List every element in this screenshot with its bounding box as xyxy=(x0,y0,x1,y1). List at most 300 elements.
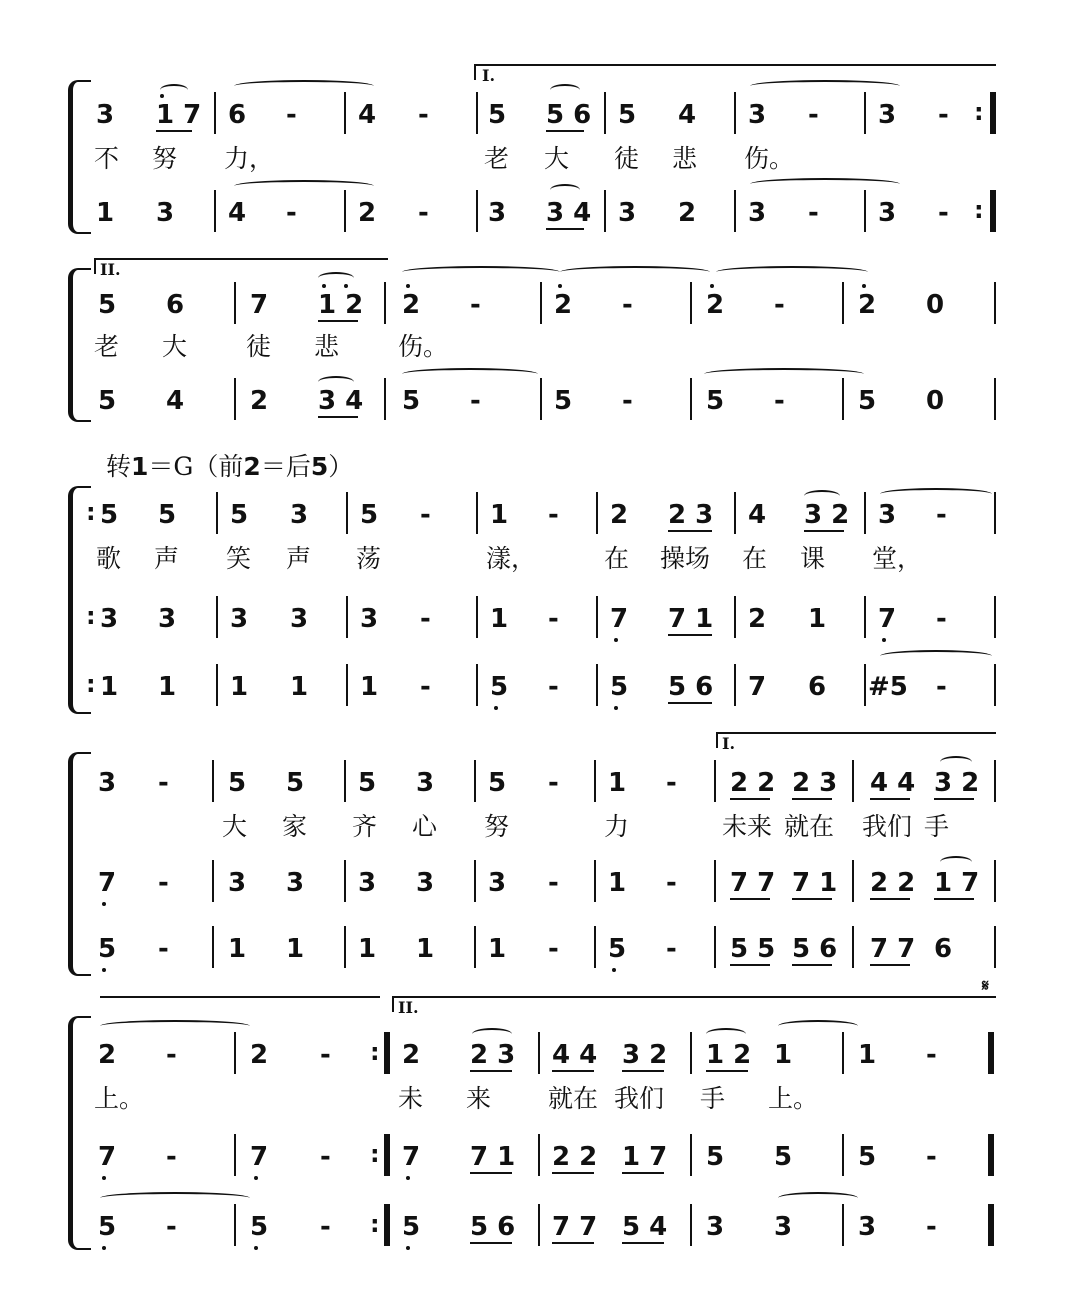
lyric: 努 xyxy=(484,812,510,841)
volta-label-2: II. xyxy=(398,998,419,1017)
lyric: 徒 xyxy=(614,144,640,173)
barline xyxy=(864,92,866,134)
note: 5 xyxy=(858,386,877,416)
note: - xyxy=(938,198,949,228)
low-octave-dot xyxy=(406,1176,410,1180)
barline xyxy=(538,1204,540,1246)
note: 1 xyxy=(230,672,249,702)
barline xyxy=(476,492,478,534)
key-change-eq: ＝G（前 xyxy=(148,452,244,481)
note: 3 xyxy=(158,604,177,634)
lyric: 漾， xyxy=(486,544,537,573)
barline xyxy=(216,492,218,534)
note: 7 xyxy=(98,1142,117,1172)
beam xyxy=(552,1172,594,1174)
barline xyxy=(594,926,596,968)
barline xyxy=(690,1134,692,1176)
slur xyxy=(318,272,354,284)
note: - xyxy=(158,868,169,898)
note: 5 6 xyxy=(546,100,592,130)
note: 3 xyxy=(774,1212,793,1242)
final-barline xyxy=(988,1134,994,1176)
barline xyxy=(690,1204,692,1246)
note: 3 xyxy=(706,1212,725,1242)
lyric: 悲 xyxy=(314,332,340,361)
tie xyxy=(234,180,374,192)
barline xyxy=(344,760,346,802)
note: - xyxy=(926,1040,937,1070)
note: 2 xyxy=(858,290,877,320)
barline xyxy=(474,860,476,902)
octave-dot xyxy=(558,284,562,288)
note: 3 xyxy=(858,1212,877,1242)
beam xyxy=(668,702,712,704)
note: 3 xyxy=(618,198,637,228)
barline xyxy=(476,596,478,638)
note: 2 xyxy=(250,386,269,416)
lyric: 就在 xyxy=(784,812,835,841)
octave-dot xyxy=(406,284,410,288)
note: 3 xyxy=(100,604,119,634)
repeat-sign: : xyxy=(86,670,96,698)
note: 1 xyxy=(358,934,377,964)
lyric: 未来 xyxy=(722,812,773,841)
barline xyxy=(842,1134,844,1176)
lyric: 老 xyxy=(484,144,510,173)
beam xyxy=(730,964,770,966)
octave-dot xyxy=(862,284,866,288)
lyric: 堂， xyxy=(872,544,923,573)
lyric: 手 xyxy=(924,812,950,841)
note: 1 xyxy=(96,198,115,228)
beam xyxy=(792,964,832,966)
note: - xyxy=(926,1212,937,1242)
repeat-sign: : xyxy=(974,98,984,126)
slur xyxy=(550,184,580,196)
barline xyxy=(864,596,866,638)
slur xyxy=(550,84,580,96)
lyric: 在 xyxy=(742,544,768,573)
note: - xyxy=(470,386,481,416)
note: 5 xyxy=(250,1212,269,1242)
note: 7 1 xyxy=(792,868,838,898)
barline xyxy=(994,860,996,902)
barline xyxy=(604,92,606,134)
note: - xyxy=(166,1040,177,1070)
barline xyxy=(476,92,478,134)
system-brace xyxy=(68,1016,91,1250)
barline xyxy=(842,1204,844,1246)
note: 4 xyxy=(358,100,377,130)
barline xyxy=(234,378,236,420)
lyric: 上。 xyxy=(94,1084,145,1113)
barline xyxy=(734,492,736,534)
note: 7 xyxy=(748,672,767,702)
note: 5 xyxy=(360,500,379,530)
note: 5 xyxy=(402,1212,421,1242)
barline xyxy=(864,664,866,706)
note: 2 2 xyxy=(870,868,916,898)
tie xyxy=(100,1192,250,1204)
beam xyxy=(470,1172,512,1174)
note: 7 7 xyxy=(870,934,916,964)
beam xyxy=(668,634,712,636)
barline xyxy=(214,190,216,232)
beam xyxy=(318,320,358,322)
note: - xyxy=(158,934,169,964)
volta-label-1: I. xyxy=(482,66,496,85)
barline xyxy=(596,664,598,706)
tie xyxy=(750,178,900,190)
barline xyxy=(344,190,346,232)
lyric: 努 xyxy=(152,144,178,173)
note: - xyxy=(774,386,785,416)
note: 3 xyxy=(228,868,247,898)
lyric: 齐 xyxy=(352,812,378,841)
note: 3 xyxy=(290,500,309,530)
note: 5 xyxy=(608,934,627,964)
note: 2 xyxy=(98,1040,117,1070)
beam xyxy=(622,1070,664,1072)
beam xyxy=(706,1070,748,1072)
key-change-close: ） xyxy=(328,452,354,481)
note: 2 xyxy=(402,1040,421,1070)
note: 1 xyxy=(488,934,507,964)
note: 1 xyxy=(858,1040,877,1070)
barline xyxy=(852,926,854,968)
tie xyxy=(880,488,992,500)
key-change-eq2: ＝后 xyxy=(260,452,311,481)
low-octave-dot xyxy=(102,902,106,906)
note: 1 xyxy=(490,500,509,530)
barline xyxy=(734,92,736,134)
note: - xyxy=(548,934,559,964)
barline xyxy=(212,760,214,802)
repeat-barline xyxy=(384,1134,390,1176)
note: 2 3 xyxy=(792,768,838,798)
lyric: 声 xyxy=(154,544,180,573)
note: - xyxy=(470,290,481,320)
barline xyxy=(864,190,866,232)
volta-continuation xyxy=(100,996,380,1012)
note: 3 xyxy=(878,500,897,530)
note: 5 xyxy=(230,500,249,530)
low-octave-dot xyxy=(102,1246,106,1250)
lyric: 力， xyxy=(224,144,275,173)
note: 4 4 xyxy=(552,1040,598,1070)
note: 5 xyxy=(774,1142,793,1172)
note: 3 xyxy=(878,100,897,130)
note: 1 7 xyxy=(156,100,202,130)
segno-icon: 𝄋 xyxy=(982,976,989,995)
note: 5 xyxy=(706,1142,725,1172)
repeat-sign: : xyxy=(370,1210,380,1238)
note: - xyxy=(622,290,633,320)
octave-dot xyxy=(344,284,348,288)
final-barline xyxy=(990,190,996,232)
lyric: 心 xyxy=(412,812,438,841)
note: 3 2 xyxy=(622,1040,668,1070)
note: - xyxy=(548,604,559,634)
note: - xyxy=(420,604,431,634)
barline xyxy=(596,492,598,534)
volta-label-2: II. xyxy=(100,260,121,279)
note: 1 xyxy=(158,672,177,702)
note: 1 xyxy=(416,934,435,964)
note: - xyxy=(548,868,559,898)
tie xyxy=(750,80,900,92)
note: 5 xyxy=(858,1142,877,1172)
beam xyxy=(792,898,832,900)
note: - xyxy=(286,100,297,130)
note: 6 xyxy=(228,100,247,130)
note: 7 xyxy=(250,1142,269,1172)
note: - xyxy=(158,768,169,798)
note: 2 xyxy=(358,198,377,228)
lyric: 未 xyxy=(398,1084,424,1113)
note: 3 xyxy=(488,198,507,228)
tie xyxy=(716,266,868,278)
low-octave-dot xyxy=(882,638,886,642)
note: 1 xyxy=(608,768,627,798)
lyric: 来 xyxy=(466,1084,492,1113)
note: 3 4 xyxy=(318,386,364,416)
barline xyxy=(214,92,216,134)
barline xyxy=(690,1032,692,1074)
note: 2 xyxy=(748,604,767,634)
low-octave-dot xyxy=(254,1246,258,1250)
beam xyxy=(870,964,910,966)
note: - xyxy=(622,386,633,416)
beam xyxy=(934,798,974,800)
note: - xyxy=(808,198,819,228)
note: - xyxy=(286,198,297,228)
beam xyxy=(622,1172,664,1174)
note: 5 xyxy=(228,768,247,798)
note: 5 5 xyxy=(730,934,776,964)
barline xyxy=(538,1032,540,1074)
note: 1 xyxy=(228,934,247,964)
note: 3 xyxy=(748,198,767,228)
tie xyxy=(704,368,864,380)
volta-bracket-2 xyxy=(392,996,996,1012)
system-brace xyxy=(68,268,91,422)
repeat-sign: : xyxy=(86,602,96,630)
lyric: 上。 xyxy=(768,1084,819,1113)
lyric: 悲 xyxy=(672,144,698,173)
note: 1 7 xyxy=(622,1142,668,1172)
slur xyxy=(706,1028,746,1040)
barline xyxy=(714,926,716,968)
note: 3 xyxy=(156,198,175,228)
barline xyxy=(994,492,996,534)
note: 7 1 xyxy=(470,1142,516,1172)
low-octave-dot xyxy=(494,706,498,710)
barline xyxy=(474,760,476,802)
note: 3 xyxy=(416,768,435,798)
key-change-prefix: 转 xyxy=(106,452,132,481)
beam xyxy=(792,798,832,800)
note: 3 xyxy=(360,604,379,634)
note: 5 xyxy=(98,934,117,964)
barline xyxy=(344,926,346,968)
note: 5 xyxy=(554,386,573,416)
lyric: 操场 xyxy=(660,544,711,573)
lyric: 家 xyxy=(282,812,308,841)
low-octave-dot xyxy=(406,1246,410,1250)
lyric: 笑 xyxy=(226,544,252,573)
note: 5 4 xyxy=(622,1212,668,1242)
note: - xyxy=(320,1142,331,1172)
slur xyxy=(160,84,188,96)
note: 5 xyxy=(98,1212,117,1242)
key-change-two: 2 xyxy=(243,452,261,481)
barline xyxy=(994,282,996,324)
barline xyxy=(994,926,996,968)
final-barline xyxy=(990,92,996,134)
lyric: 徒 xyxy=(246,332,272,361)
beam xyxy=(546,228,584,230)
system-brace xyxy=(68,752,91,976)
lyric: 大 xyxy=(222,812,248,841)
note: 0 xyxy=(926,290,945,320)
barline xyxy=(842,378,844,420)
repeat-barline xyxy=(384,1204,390,1246)
note: 2 xyxy=(678,198,697,228)
note: 3 xyxy=(416,868,435,898)
tie xyxy=(778,1020,858,1032)
note: - xyxy=(938,100,949,130)
lyric: 大 xyxy=(544,144,570,173)
note: 0 xyxy=(926,386,945,416)
barline xyxy=(594,760,596,802)
lyric: 伤。 xyxy=(744,144,795,173)
note: 3 xyxy=(96,100,115,130)
barline xyxy=(216,664,218,706)
note: 7 xyxy=(610,604,629,634)
note: 5 xyxy=(286,768,305,798)
note: 6 xyxy=(808,672,827,702)
key-change-marking xyxy=(106,447,353,483)
note: 5 xyxy=(490,672,509,702)
note: - xyxy=(548,768,559,798)
volta-bracket-1 xyxy=(716,732,996,748)
barline xyxy=(594,860,596,902)
note: 2 xyxy=(610,500,629,530)
note: 4 4 xyxy=(870,768,916,798)
note: 1 xyxy=(290,672,309,702)
note: 1 xyxy=(774,1040,793,1070)
note: - xyxy=(548,500,559,530)
note: 1 2 xyxy=(706,1040,752,1070)
note: #5 xyxy=(868,672,908,702)
lyric: 在 xyxy=(604,544,630,573)
repeat-sign: : xyxy=(370,1038,380,1066)
barline xyxy=(690,282,692,324)
lyric: 不 xyxy=(94,144,120,173)
tie xyxy=(402,266,560,278)
note: 4 xyxy=(166,386,185,416)
lyric: 课 xyxy=(800,544,826,573)
note: 1 xyxy=(490,604,509,634)
barline xyxy=(212,926,214,968)
tie xyxy=(100,1020,250,1032)
note: 5 6 xyxy=(470,1212,516,1242)
note: 2 xyxy=(402,290,421,320)
barline xyxy=(344,860,346,902)
note: 6 xyxy=(934,934,953,964)
note: - xyxy=(418,100,429,130)
beam xyxy=(730,898,770,900)
tie xyxy=(402,368,538,380)
note: 1 7 xyxy=(934,868,980,898)
barline xyxy=(234,1032,236,1074)
note: 5 xyxy=(100,500,119,530)
note: 5 xyxy=(358,768,377,798)
barline xyxy=(994,760,996,802)
barline xyxy=(714,760,716,802)
note: - xyxy=(320,1040,331,1070)
barline xyxy=(538,1134,540,1176)
tie xyxy=(560,266,710,278)
barline xyxy=(734,664,736,706)
lyric: 就在 xyxy=(548,1084,599,1113)
note: 1 xyxy=(100,672,119,702)
barline xyxy=(994,596,996,638)
lyric: 手 xyxy=(700,1084,726,1113)
barline xyxy=(234,1134,236,1176)
barline xyxy=(734,190,736,232)
beam xyxy=(870,898,910,900)
barline xyxy=(852,860,854,902)
note: 2 2 xyxy=(730,768,776,798)
note: 3 2 xyxy=(804,500,850,530)
beam xyxy=(552,1070,594,1072)
note: 2 xyxy=(706,290,725,320)
tie xyxy=(234,80,374,92)
tie xyxy=(880,650,992,662)
lyric: 荡 xyxy=(356,544,382,573)
barline xyxy=(714,860,716,902)
barline xyxy=(346,664,348,706)
barline xyxy=(234,1204,236,1246)
barline xyxy=(734,596,736,638)
note: 3 xyxy=(358,868,377,898)
note: 1 xyxy=(360,672,379,702)
note: 5 xyxy=(158,500,177,530)
beam xyxy=(470,1242,512,1244)
note: 6 xyxy=(166,290,185,320)
note: 2 xyxy=(250,1040,269,1070)
note: 5 xyxy=(706,386,725,416)
octave-dot xyxy=(322,284,326,288)
barline xyxy=(604,190,606,232)
note: 7 xyxy=(250,290,269,320)
note: 7 xyxy=(402,1142,421,1172)
barline xyxy=(384,282,386,324)
barline xyxy=(234,282,236,324)
note: 3 xyxy=(290,604,309,634)
note: 7 7 xyxy=(730,868,776,898)
barline xyxy=(852,760,854,802)
note: - xyxy=(666,934,677,964)
slur xyxy=(472,1028,512,1040)
note: - xyxy=(936,500,947,530)
note: 3 xyxy=(748,100,767,130)
note: 1 xyxy=(286,934,305,964)
note: - xyxy=(936,672,947,702)
barline xyxy=(346,596,348,638)
